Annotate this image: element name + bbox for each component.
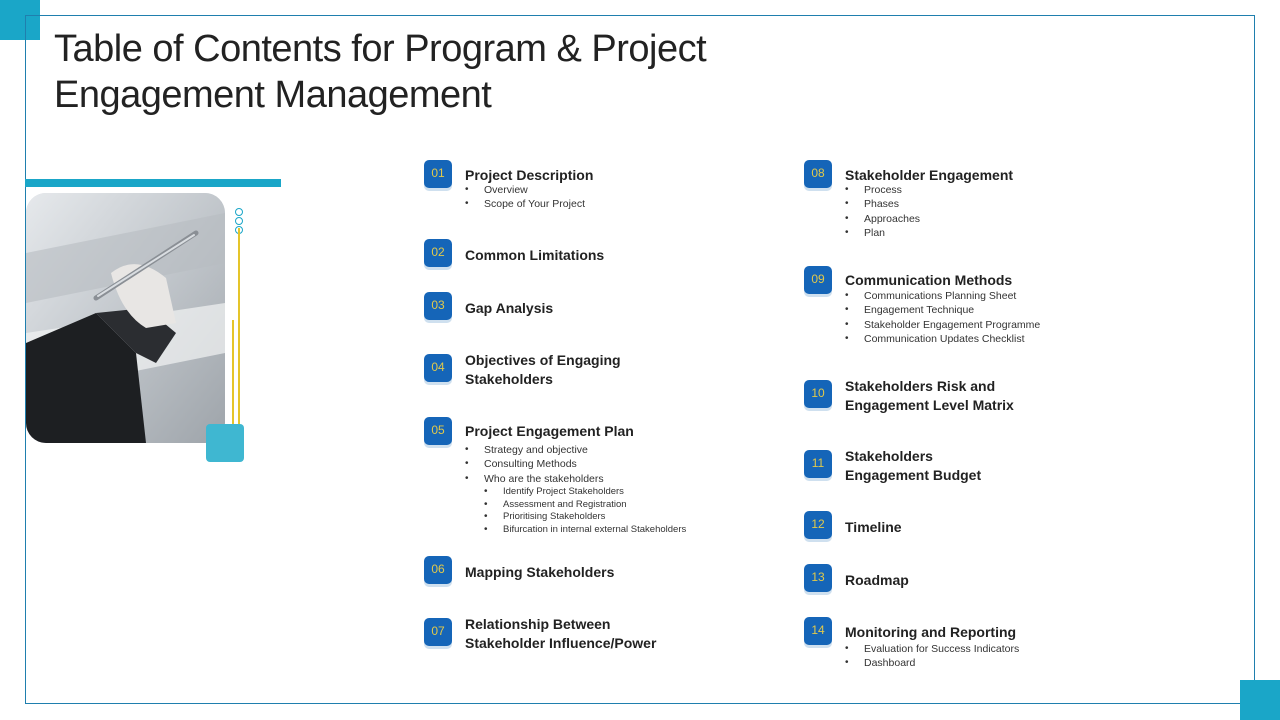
sub-item: • Scope of Your Project — [465, 197, 585, 211]
item-title-project-engagement-plan: Project Engagement Plan — [465, 423, 634, 439]
item-title-line: Stakeholders — [845, 448, 933, 464]
item-number-01: 01 — [424, 160, 452, 188]
sub-item: • Strategy and objective — [465, 443, 686, 457]
item-title-line: Stakeholders Risk and — [845, 378, 996, 394]
item-title-line: Relationship Between — [465, 616, 611, 632]
sub-item: • Phases — [845, 197, 920, 211]
item-number-06: 06 — [424, 556, 452, 584]
sub-sub-item: • Bifurcation in internal external Stakeholders — [465, 524, 686, 537]
sub-sub-item: • Identify Project Stakeholders — [465, 486, 686, 499]
item-title-line: Stakeholder Influence/Power — [465, 635, 657, 651]
item-number-14: 14 — [804, 617, 832, 645]
sub-item: • Evaluation for Success Indicators — [845, 642, 1019, 656]
item-title-communication-methods: Communication Methods — [845, 272, 1013, 288]
sub-item: • Communications Planning Sheet — [845, 289, 1040, 303]
item-title-relationship — [465, 615, 656, 653]
page-title-line-2: Engagement Management — [54, 74, 492, 116]
sub-sub-item: • Assessment and Registration — [465, 499, 686, 512]
item-title-roadmap: Roadmap — [845, 572, 909, 588]
item-number-13: 13 — [804, 564, 832, 592]
sub-item: • Approaches — [845, 212, 920, 226]
item-title-line: Engagement Level Matrix — [845, 397, 1014, 413]
item-subs-monitoring-reporting — [845, 642, 1019, 671]
item-title-timeline: Timeline — [845, 519, 902, 535]
decorative-line-1 — [238, 228, 240, 446]
item-subs-communication-methods — [845, 289, 1040, 346]
sub-item: • Consulting Methods — [465, 457, 686, 471]
page-title-line-1: Table of Contents for Program & Project — [54, 28, 707, 70]
sub-item: • Engagement Technique — [845, 303, 1040, 317]
item-number-12: 12 — [804, 511, 832, 539]
item-number-02: 02 — [424, 239, 452, 267]
item-title-stakeholder-engagement: Stakeholder Engagement — [845, 167, 1014, 183]
item-subs-project-engagement-plan — [465, 443, 686, 537]
sub-item: • Process — [845, 183, 920, 197]
item-subs-stakeholder-engagement — [845, 183, 920, 240]
item-title-line: Objectives of Engaging — [465, 352, 621, 368]
item-title-engagement-budget — [845, 447, 981, 485]
sub-item: • Overview — [465, 183, 585, 197]
sub-item: • Plan — [845, 226, 920, 240]
sub-item: • Dashboard — [845, 656, 1019, 670]
sub-item: • Stakeholder Engagement Programme — [845, 318, 1040, 332]
accent-bar — [25, 179, 281, 187]
item-title-common-limitations: Common Limitations — [465, 247, 605, 263]
hand-writing-photo — [26, 193, 225, 443]
item-number-05: 05 — [424, 417, 452, 445]
item-title-line: Engagement Budget — [845, 467, 982, 483]
item-title-risk-matrix — [845, 377, 1014, 415]
sub-item: • Communication Updates Checklist — [845, 332, 1040, 346]
item-subs-project-description — [465, 183, 585, 212]
sub-item: • Who are the stakeholders — [465, 472, 686, 486]
sub-sub-item: • Prioritising Stakeholders — [465, 511, 686, 524]
item-number-10: 10 — [804, 380, 832, 408]
item-title-monitoring-reporting: Monitoring and Reporting — [845, 624, 1017, 640]
item-number-08: 08 — [804, 160, 832, 188]
item-number-04: 04 — [424, 354, 452, 382]
decorative-square — [206, 424, 244, 462]
page-title — [54, 26, 814, 118]
item-number-11: 11 — [804, 450, 832, 478]
item-number-07: 07 — [424, 618, 452, 646]
item-title-project-description: Project Description — [465, 167, 594, 183]
item-number-09: 09 — [804, 266, 832, 294]
item-title-objectives — [465, 351, 621, 389]
item-number-03: 03 — [424, 292, 452, 320]
item-title-gap-analysis: Gap Analysis — [465, 300, 554, 316]
item-title-mapping-stakeholders: Mapping Stakeholders — [465, 564, 615, 580]
item-title-line: Stakeholders — [465, 371, 553, 387]
corner-accent-bottom-right — [1240, 680, 1280, 720]
